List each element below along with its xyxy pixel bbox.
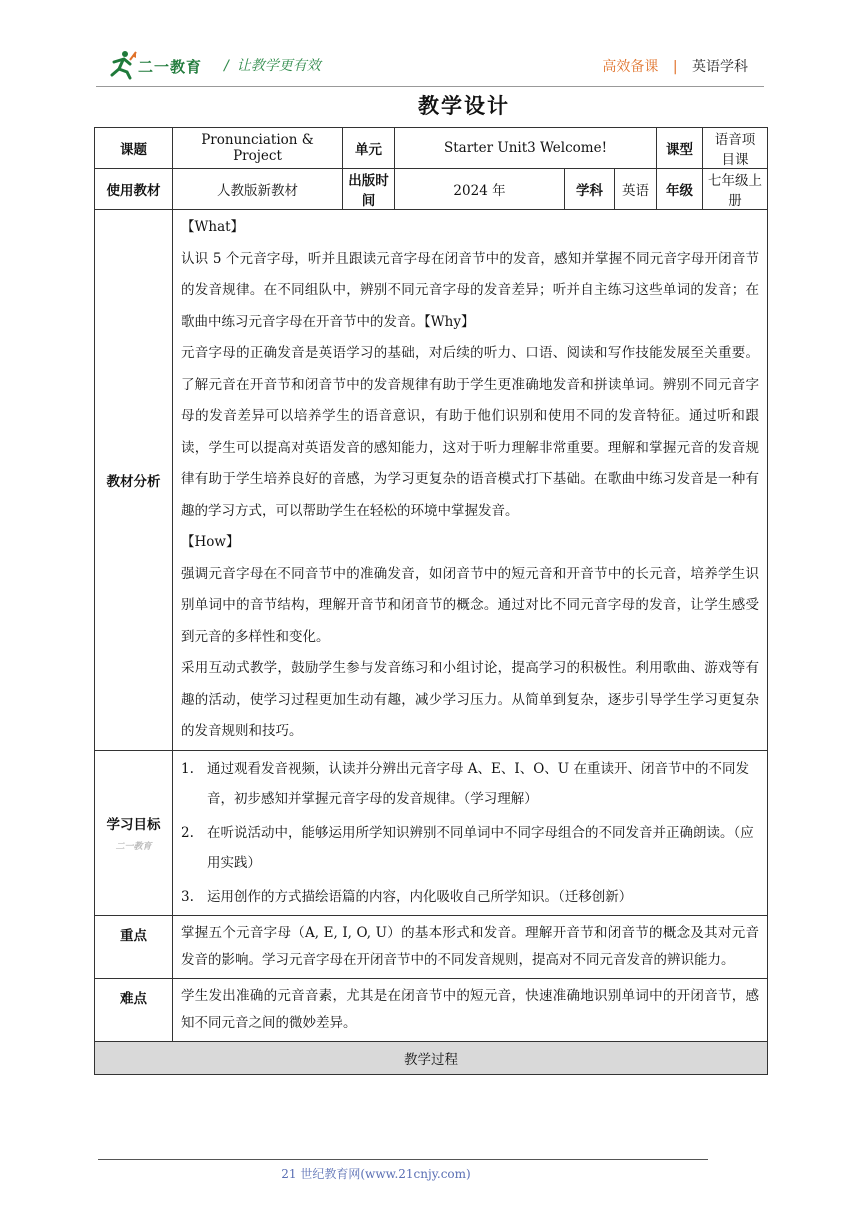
header-tags bbox=[602, 56, 748, 76]
info-row-2 bbox=[95, 169, 768, 210]
key-points-label: 重点 bbox=[95, 915, 173, 978]
goals-label: 学习目标 bbox=[106, 817, 161, 833]
why-heading: 【Why】 bbox=[424, 313, 475, 330]
tag-prep: 高效备课 bbox=[602, 59, 659, 75]
topic-value: Pronunciation & Project bbox=[173, 128, 343, 169]
slogan: / 让教学更有效 bbox=[224, 58, 321, 74]
analysis-label: 教材分析 bbox=[95, 210, 173, 751]
goal-text: 运用创作的方式描绘语篇的内容，内化吸收自己所学知识。（迁移创新） bbox=[207, 888, 633, 905]
key-points-text: 掌握五个元音字母（A, E, I, O, U）的基本形式和发音。理解开音节和闭音节的概念及其对元音发音的影响。学习元音字母在开闭音节中的不同发音规则，提高对不同元音发音的辨识能力。 bbox=[173, 915, 768, 978]
book-value: 人教版新教材 bbox=[173, 169, 343, 210]
topic-label: 课题 bbox=[95, 128, 173, 169]
analysis-row bbox=[95, 210, 768, 751]
grade-value: 七年级上册 bbox=[703, 169, 768, 210]
lesson-plan-table bbox=[94, 127, 768, 1075]
logo-text: 二一教育 bbox=[138, 58, 203, 76]
type-value: 语音项目课 bbox=[703, 128, 768, 169]
document-title bbox=[0, 90, 860, 120]
slogan-text: 让教学更有效 bbox=[236, 58, 321, 74]
what-text: 认识 5 个元音字母，听并且跟读元音字母在闭音节中的发音，感知并掌握不同元音字母开闭音节的发音规律。在不同组队中，辨别不同元音字母的发音差异；听并自主练习这些单词的发音；在歌曲中练习元音字母在开音节中的发音。 bbox=[181, 250, 759, 330]
how-text-2: 采用互动式教学，鼓励学生参与发音练习和小组讨论，提高学习的积极性。利用歌曲、游戏等有趣的活动，使学习过程更加生动有趣，减少学习压力。从简单到复杂，逐步引导学生学习更复杂的发音规则和技巧。 bbox=[181, 660, 759, 739]
date-value: 2024 年 bbox=[395, 169, 565, 210]
goals-row bbox=[95, 750, 768, 915]
grade-label: 年级 bbox=[657, 169, 703, 210]
brand-logo bbox=[106, 48, 226, 84]
tag-separator: | bbox=[672, 59, 678, 75]
title-text: 教学设计 bbox=[418, 94, 510, 118]
how-heading: 【How】 bbox=[181, 534, 240, 550]
footer-divider bbox=[98, 1159, 708, 1160]
goals-content bbox=[173, 750, 768, 915]
process-row bbox=[95, 1041, 768, 1074]
runner-logo-icon bbox=[106, 48, 138, 80]
why-text: 元音字母的正确发音是英语学习的基础，对后续的听力、口语、阅读和写作技能发展至关重要。了解元音在开音节和闭音节中的发音规律有助于学生更准确地发音和拼读单词。辨别不同元音字母的发音差异可以培养学生的语音意识，有助于他们识别和使用不同的发音特征。通过听和跟读，学生可以提高对英语发音的感知能力，这对于听力理解非常重要。理解和掌握元音的发音规律有助于学生培养良好的音感，为学习更复杂的语音模式打下基础。在歌曲中练习发音是一种有趣的学习方式，可以帮助学生在轻松的环境中掌握发音。 bbox=[181, 345, 759, 519]
difficult-points-row bbox=[95, 978, 768, 1041]
goals-label-cell bbox=[95, 750, 173, 915]
goal-text: 通过观看发音视频，认读并分辨出元音字母 A、E、I、O、U 在重读开、闭音节中的不同发音，初步感知并掌握元音字母的发音规律。（学习理解） bbox=[207, 760, 749, 807]
analysis-content bbox=[173, 210, 768, 751]
header-divider bbox=[96, 86, 764, 87]
goal-text: 在听说活动中，能够运用所学知识辨别不同单词中不同字母组合的不同发音并正确朗读。（应用实践） bbox=[207, 824, 754, 871]
subject-label: 学科 bbox=[565, 169, 615, 210]
difficult-points-text: 学生发出准确的元音音素，尤其是在闭音节中的短元音，快速准确地识别单词中的开闭音节，感知不同元音之间的微妙差异。 bbox=[173, 978, 768, 1041]
goal-number: 1. bbox=[181, 760, 194, 777]
process-header: 教学过程 bbox=[95, 1041, 768, 1074]
key-points-row bbox=[95, 915, 768, 978]
unit-label: 单元 bbox=[343, 128, 395, 169]
difficult-points-label: 难点 bbox=[95, 978, 173, 1041]
unit-value: Starter Unit3 Welcome! bbox=[395, 128, 657, 169]
footer-text: 21 世纪教育网(www.21cnjy.com) bbox=[281, 1167, 471, 1181]
how-text-1: 强调元音字母在不同音节中的准确发音，如闭音节中的短元音和开音节中的长元音，培养学生识别单词中的音节结构，理解开音节和闭音节的概念。通过对比不同元音字母的发音，让学生感受到元音的多样性和变化。 bbox=[181, 565, 759, 645]
what-heading: 【What】 bbox=[181, 219, 245, 235]
goal-item bbox=[181, 882, 759, 912]
tag-subject: 英语学科 bbox=[692, 59, 748, 75]
book-label: 使用教材 bbox=[95, 169, 173, 210]
subject-value: 英语 bbox=[615, 169, 657, 210]
goal-item bbox=[181, 754, 759, 814]
goal-number: 2. bbox=[181, 824, 194, 841]
page-footer bbox=[0, 1165, 860, 1182]
goal-item bbox=[181, 818, 759, 878]
goal-number: 3. bbox=[181, 888, 194, 905]
info-row-1 bbox=[95, 128, 768, 169]
type-label: 课型 bbox=[657, 128, 703, 169]
page-header bbox=[0, 0, 860, 88]
goals-watermark: 二一教育 bbox=[115, 842, 152, 852]
date-label: 出版时间 bbox=[343, 169, 395, 210]
